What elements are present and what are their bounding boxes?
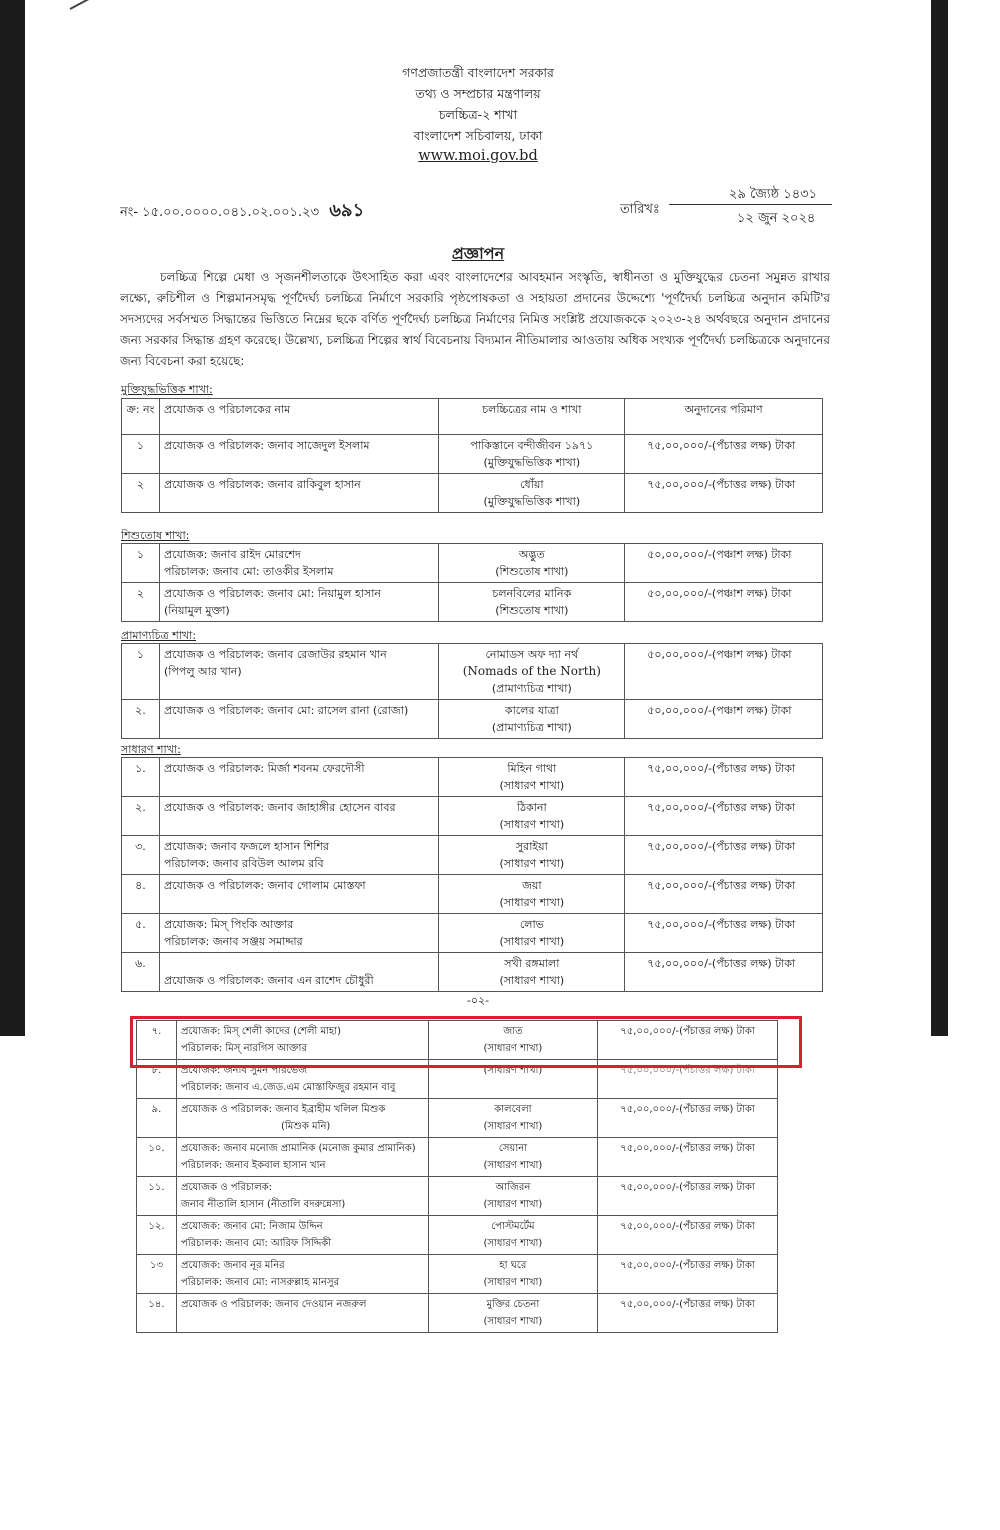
- row-film: [439, 544, 625, 583]
- table-row: [122, 583, 823, 622]
- film-branch: (সাধারণ শাখা): [483, 1238, 543, 1249]
- director-line: জনাব নীতালি হাসান (নীতালি বদরুন্নেসা): [180, 1199, 346, 1210]
- producer-line: প্রযোজক: জনাব নূর মনির: [180, 1260, 285, 1271]
- table-row: [122, 644, 823, 700]
- row-film: [439, 836, 625, 875]
- row-amount: ৭৫,০০,০০০/-(পঁচাত্তর লক্ষ) টাকা: [598, 1021, 778, 1060]
- film-title: অদ্ভুত: [518, 548, 545, 561]
- film-branch: (সাধারণ শাখা): [499, 779, 565, 792]
- row-film: [439, 583, 625, 622]
- row-producer: [176, 1216, 428, 1255]
- director-line: পরিচালক: জনাব সঞ্জয় সমাদ্দার: [163, 935, 303, 948]
- table-header-row: [122, 399, 823, 435]
- row-producer: প্রযোজক ও পরিচালক: জনাব গোলাম মোস্তফা: [159, 875, 439, 914]
- table-row: [122, 836, 823, 875]
- row-producer: প্রযোজক ও পরিচালক: জনাব সাজেদুল ইসলাম: [159, 435, 439, 474]
- row-number: ১১.: [137, 1177, 177, 1216]
- row-producer: [176, 1138, 428, 1177]
- row-number: ১.: [122, 758, 160, 797]
- row-producer: প্রযোজক ও পরিচালক: জনাব দেওয়ান নজরুল: [176, 1294, 428, 1333]
- film-branch: (সাধারণ শাখা): [499, 974, 565, 987]
- row-number: ১: [122, 544, 160, 583]
- row-number: ৮.: [137, 1060, 177, 1099]
- row-amount: ৭৫,০০,০০০/-(পঁচাত্তর লক্ষ) টাকা: [598, 1255, 778, 1294]
- row-number: ৭.: [137, 1021, 177, 1060]
- highlight-box: [130, 1016, 802, 1068]
- director-line: পরিচালক: জনাব এ.জেড.এম মোস্তাফিজুর রহমান বাবু: [180, 1082, 396, 1093]
- row-amount: ৫০,০০,০০০/-(পঞ্চাশ লক্ষ) টাকা: [625, 583, 823, 622]
- header-ministry: তথ্য ও সম্প্রচার মন্ত্রণালয়: [415, 86, 541, 101]
- row-number: ১২.: [137, 1216, 177, 1255]
- director-line: পরিচালক: জনাব মো: আরিফ সিদ্দিকী: [180, 1238, 332, 1249]
- film-title: সখী রঙ্গমালা: [504, 957, 560, 970]
- film-branch: (সাধারণ শাখা): [483, 1065, 543, 1076]
- grant-table-shishutosh: [121, 543, 823, 622]
- film-title: নোমাডস অফ দ্যা নর্থ: [485, 648, 579, 661]
- row-number: ১০.: [137, 1138, 177, 1177]
- reference-number-text: নং- ১৫.০০.০০০০.০৪১.০২.০০১.২৩: [120, 205, 320, 220]
- director-line: পরিচালক: জনাব রবিউল আলম রবি: [163, 857, 324, 870]
- director-line: (পিপলু আর খান): [163, 665, 242, 678]
- row-film: [428, 1216, 598, 1255]
- grant-table-muktijuddho: [121, 398, 823, 513]
- row-amount: ৭৫,০০,০০০/-(পঁচাত্তর লক্ষ) টাকা: [625, 914, 823, 953]
- film-branch: (মুক্তিযুদ্ধভিত্তিক শাখা): [483, 495, 581, 508]
- producer-line: প্রযোজক: জনাব সুমন পারভেজ: [180, 1065, 308, 1076]
- row-number: ১৩: [137, 1255, 177, 1294]
- date-divider: [669, 204, 832, 205]
- header-government: গণপ্রজাতন্ত্রী বাংলাদেশ সরকার: [402, 65, 554, 80]
- director-line: পরিচালক: জনাব মো: তাওকীর ইসলাম: [163, 565, 334, 578]
- reference-handwritten: ৬৯১: [329, 200, 365, 221]
- row-producer: [159, 836, 439, 875]
- row-producer: প্রযোজক ও পরিচালক: জনাব মো: রাসেল রানা (রোজা): [159, 700, 439, 739]
- row-number: ১৪.: [137, 1294, 177, 1333]
- row-film: [439, 474, 625, 513]
- film-branch: (সাধারণ শাখা): [499, 857, 565, 870]
- table-row: [122, 797, 823, 836]
- table-row: [137, 1216, 778, 1255]
- film-title: চলনবিলের মানিক: [492, 587, 572, 600]
- director-line: পরিচালক: জনাব ইকবাল হাসান খান: [180, 1160, 326, 1171]
- table-row: [137, 1294, 778, 1333]
- film-title: আজিরন: [495, 1182, 531, 1193]
- row-producer: [176, 1177, 428, 1216]
- row-number: ৫.: [122, 914, 160, 953]
- row-producer: প্রযোজক ও পরিচালক: জনাব রাকিবুল হাসান: [159, 474, 439, 513]
- row-number: ৬.: [122, 953, 160, 992]
- table-row: [137, 1099, 778, 1138]
- row-number: ২: [122, 474, 160, 513]
- row-film: [439, 953, 625, 992]
- notice-body: চলচ্চিত্র শিল্পে মেধা ও সৃজনশীলতাকে উৎসাহিত করা এবং বাংলাদেশের আবহমান সংস্কৃতি, স্বাধীনতা ও মুক্তিযুদ্ধের চেতনা সমুন্নত রাখার লক্ষ্যে, রুচিশীল ও শিল্পমানসমৃদ্ধ পূর্ণদৈর্ঘ্য চলচ্চিত্র নির্মাণে সরকারি পৃষ্ঠপোষকতা ও সহায়তা প্রদানের উদ্দেশ্যে 'পূর্ণদৈর্ঘ্য চলচ্চিত্র অনুদান কমিটি'র সদস্যদের সর্বসম্মত সিদ্ধান্তের ভিত্তিতে নিম্নের ছকে বর্ণিত পূর্ণদৈর্ঘ্য চলচ্চিত্র নির্মাণের নিমিত্ত সংশ্লিষ্ট প্রযোজককে ২০২৩-২৪ অর্থবছরে অনুদান প্রদানের জন্য সরকার সিদ্ধান্ত গ্রহণ করেছে। উল্লেখ্য, চলচ্চিত্র শিল্পের স্বার্থ বিবেচনায় বিদ্যমান নীতিমালার আওতায় অধিক সংখ্যক পূর্ণদৈর্ঘ্য চলচ্চিত্রকে অনুদানের জন্য বিবেচনা করা হয়েছে:: [120, 270, 830, 368]
- producer-line: প্রযোজক ও পরিচালক: জনাব মো: নিয়ামুল হাসান: [163, 587, 381, 600]
- page-number-marker: -০২-: [466, 994, 490, 1007]
- row-producer: [176, 1255, 428, 1294]
- producer-line: প্রযোজক: জনাব ফজলে হাসান শিশির: [163, 840, 329, 853]
- row-producer: প্রযোজক ও পরিচালক: জনাব জাহাঙ্গীর হোসেন বাবর: [159, 797, 439, 836]
- film-title: ধোঁয়া: [520, 478, 544, 491]
- producer-line: প্রযোজক: মিস্ পিংকি আক্তার: [163, 918, 294, 931]
- table-row: [122, 474, 823, 513]
- scan-edge-left: [0, 0, 25, 1036]
- film-branch: (সাধারণ শাখা): [499, 818, 565, 831]
- row-amount: ৭৫,০০,০০০/-(পঁচাত্তর লক্ষ) টাকা: [625, 875, 823, 914]
- table-row: [122, 700, 823, 739]
- film-branch: (সাধারণ শাখা): [483, 1199, 543, 1210]
- row-amount: ৭৫,০০,০০০/-(পঁচাত্তর লক্ষ) টাকা: [625, 836, 823, 875]
- row-film: [428, 1138, 598, 1177]
- row-amount: ৭৫,০০,০০০/-(পঁচাত্তর লক্ষ) টাকা: [598, 1138, 778, 1177]
- film-title: হা ঘরে: [499, 1260, 527, 1271]
- row-film: [428, 1177, 598, 1216]
- film-branch: (শিশুতোষ শাখা): [495, 565, 569, 578]
- date-block: [617, 185, 832, 231]
- row-amount: ৫০,০০,০০০/-(পঞ্চাশ লক্ষ) টাকা: [625, 644, 823, 700]
- section-label-muktijuddho: মুক্তিযুদ্ধভিত্তিক শাখা:: [121, 383, 213, 396]
- film-branch: (প্রামাণ্যচিত্র শাখা): [491, 682, 572, 695]
- film-branch: (সাধারণ শাখা): [483, 1277, 543, 1288]
- film-title: জাত: [503, 1026, 523, 1037]
- letterhead: [25, 62, 931, 167]
- row-film: [439, 797, 625, 836]
- row-film: [439, 914, 625, 953]
- film-branch: (সাধারণ শাখা): [499, 935, 565, 948]
- row-amount: ৭৫,০০,০০০/-(পঁচাত্তর লক্ষ) টাকা: [625, 797, 823, 836]
- date-bangla: ২৯ জ্যৈষ্ঠ ১৪৩১: [729, 187, 818, 202]
- table-row: [122, 953, 823, 992]
- director-line: (মিশুক মনি): [280, 1121, 331, 1132]
- film-title: পোস্টমর্টেম: [491, 1221, 535, 1232]
- row-amount: ৭৫,০০,০০০/-(পঁচাত্তর লক্ষ) টাকা: [625, 953, 823, 992]
- table-row: [122, 758, 823, 797]
- film-title: মুক্তির চেতনা: [486, 1299, 540, 1310]
- row-number: ৩.: [122, 836, 160, 875]
- row-producer: [159, 583, 439, 622]
- scan-edge-right: [931, 0, 948, 1036]
- film-title: সুরাইয়া: [515, 840, 548, 853]
- film-title: ঠিকানা: [517, 801, 547, 814]
- row-number: ১: [122, 644, 160, 700]
- film-branch: (সাধারণ শাখা): [499, 896, 565, 909]
- film-branch: (সাধারণ শাখা): [483, 1316, 543, 1327]
- grant-table-pramanyachitra: [121, 643, 823, 739]
- film-title-english: (Nomads of the North): [462, 664, 601, 678]
- film-branch: (সাধারণ শাখা): [483, 1121, 543, 1132]
- header-secretariat: বাংলাদেশ সচিবালয়, ঢাকা: [413, 128, 543, 143]
- row-amount: ৭৫,০০,০০০/-(পঁচাত্তর লক্ষ) টাকা: [598, 1294, 778, 1333]
- row-number: ৯.: [137, 1099, 177, 1138]
- film-title: লোভ: [519, 918, 544, 931]
- table-row: [122, 544, 823, 583]
- row-film: [439, 758, 625, 797]
- document-page-1: [25, 0, 931, 1036]
- row-producer: [159, 914, 439, 953]
- row-film: [428, 1099, 598, 1138]
- film-branch: (মুক্তিযুদ্ধভিত্তিক শাখা): [483, 456, 581, 469]
- date-label: তারিখঃ: [620, 202, 660, 217]
- row-film: [439, 700, 625, 739]
- grant-table-sadharan: [121, 757, 823, 992]
- table-row: [122, 914, 823, 953]
- producer-line: প্রযোজক ও পরিচালক:: [180, 1182, 273, 1193]
- row-amount: ৭৫,০০,০০০/-(পঁচাত্তর লক্ষ) টাকা: [625, 758, 823, 797]
- col-header-film: চলচ্চিত্রের নাম ও শাখা: [439, 399, 625, 435]
- row-amount: ৭৫,০০,০০০/-(পঁচাত্তর লক্ষ) টাকা: [625, 474, 823, 513]
- row-amount: ৭৫,০০,০০০/-(পঁচাত্তর লক্ষ) টাকা: [598, 1216, 778, 1255]
- col-header-amount: অনুদানের পরিমাণ: [625, 399, 823, 435]
- row-number: ২: [122, 583, 160, 622]
- row-amount: ৫০,০০,০০০/-(পঞ্চাশ লক্ষ) টাকা: [625, 700, 823, 739]
- reference-number: [120, 196, 364, 227]
- row-producer: প্রযোজক ও পরিচালক: জনাব এন রাশেদ চৌধুরী: [159, 953, 439, 992]
- row-producer: [176, 1099, 428, 1138]
- producer-line: প্রযোজক: জনাব মো: নিজাম উদ্দিন: [180, 1221, 323, 1232]
- row-producer: [159, 644, 439, 700]
- producer-line: প্রযোজক: জনাব রাইদ মোরশেদ: [163, 548, 301, 561]
- film-title: কালের যাত্রা: [504, 704, 559, 717]
- header-website-link[interactable]: www.moi.gov.bd: [418, 148, 538, 164]
- film-title: সেয়ানা: [498, 1143, 528, 1154]
- row-amount: ৭৫,০০,০০০/-(পঁচাত্তর লক্ষ) টাকা: [598, 1060, 778, 1099]
- row-film: [428, 1294, 598, 1333]
- section-label-sadharan: সাধারণ শাখা:: [121, 743, 181, 756]
- film-title: জয়া: [522, 879, 542, 892]
- producer-line: প্রযোজক: মিস্ শেলী কাদের (শেলী মাহা): [180, 1026, 341, 1037]
- table-row: [137, 1177, 778, 1216]
- row-producer: [159, 544, 439, 583]
- film-title: কালবেলা: [494, 1104, 532, 1115]
- film-branch: (সাধারণ শাখা): [483, 1043, 543, 1054]
- film-title: মিহিন গাথা: [507, 762, 557, 775]
- section-label-pramanyachitra: প্রামাণ্যচিত্র শাখা:: [121, 629, 197, 642]
- notice-title: প্রজ্ঞাপন: [451, 244, 505, 263]
- table-row: [122, 875, 823, 914]
- table-row: [122, 435, 823, 474]
- row-number: ৪.: [122, 875, 160, 914]
- film-branch: (প্রামাণ্যচিত্র শাখা): [491, 721, 572, 734]
- row-amount: ৭৫,০০,০০০/-(পঁচাত্তর লক্ষ) টাকা: [625, 435, 823, 474]
- producer-line: প্রযোজক: জনাব মনোজ প্রামানিক (মনোজ কুমার প্রামানিক): [180, 1143, 416, 1154]
- row-number: ২.: [122, 700, 160, 739]
- film-branch: (শিশুতোষ শাখা): [495, 604, 569, 617]
- table-row: [137, 1138, 778, 1177]
- row-film: [428, 1255, 598, 1294]
- director-line: পরিচালক: জনাব মো: নাসরুল্লাহ মানসুর: [180, 1277, 340, 1288]
- document-page-2: [0, 1026, 1000, 1530]
- col-header-no: ক্র: নং: [122, 399, 160, 435]
- producer-line: প্রযোজক ও পরিচালক: জনাব রেজাউর রহমান খান: [163, 648, 387, 661]
- film-title: পাকিস্তানে বন্দীজীবন ১৯৭১: [470, 439, 594, 452]
- row-film: [439, 644, 625, 700]
- film-branch: (সাধারণ শাখা): [483, 1160, 543, 1171]
- row-amount: ৫০,০০,০০০/-(পঞ্চাশ লক্ষ) টাকা: [625, 544, 823, 583]
- director-line: পরিচালক: মিস্ নারগিস আক্তার: [180, 1043, 307, 1054]
- col-header-producer: প্রযোজক ও পরিচালকের নাম: [159, 399, 439, 435]
- row-producer: প্রযোজক ও পরিচালক: মির্জা শবনম ফেরদৌসী: [159, 758, 439, 797]
- row-amount: ৭৫,০০,০০০/-(পঁচাত্তর লক্ষ) টাকা: [598, 1177, 778, 1216]
- row-amount: ৭৫,০০,০০০/-(পঁচাত্তর লক্ষ) টাকা: [598, 1099, 778, 1138]
- header-branch: চলচ্চিত্র-২ শাখা: [438, 107, 518, 122]
- date-gregorian: ১২ জুন ২০২৪: [737, 211, 816, 226]
- section-label-shishutosh: শিশুতোষ শাখা:: [121, 529, 190, 542]
- row-film: [439, 435, 625, 474]
- director-line: (নিয়ামুল মুক্তা): [163, 604, 230, 617]
- row-number: ১: [122, 435, 160, 474]
- table-row: [137, 1255, 778, 1294]
- producer-line: প্রযোজক ও পরিচালক: জনাব ইব্রাহীম খলিল মিশুক: [180, 1104, 386, 1115]
- row-number: ২.: [122, 797, 160, 836]
- row-film: [439, 875, 625, 914]
